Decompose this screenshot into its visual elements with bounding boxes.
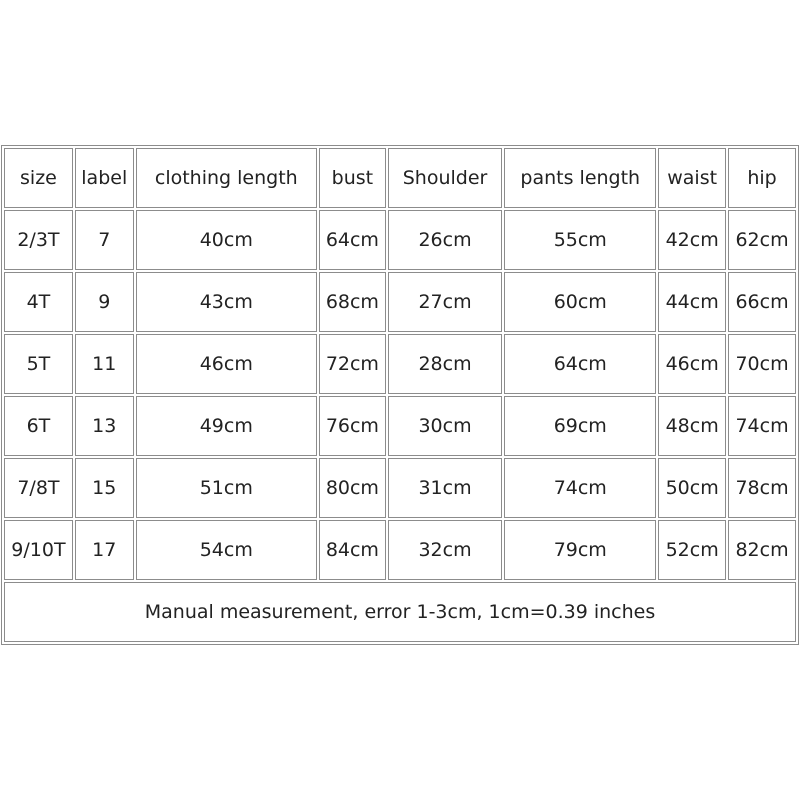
table-cell: 62cm [728,210,796,270]
column-header: clothing length [136,148,317,208]
table-row [4,396,796,456]
column-header: waist [658,148,726,208]
table-cell: 74cm [504,458,656,518]
table-cell: 40cm [136,210,317,270]
header-row [4,148,796,208]
table-cell: 49cm [136,396,317,456]
column-header: hip [728,148,796,208]
table-cell: 42cm [658,210,726,270]
table-cell: 44cm [658,272,726,332]
table-cell: 32cm [388,520,502,580]
table-cell: 68cm [319,272,386,332]
size-chart-body [4,148,796,642]
table-cell: 5T [4,334,73,394]
table-cell: 2/3T [4,210,73,270]
table-cell: 48cm [658,396,726,456]
table-cell: 31cm [388,458,502,518]
table-cell: 80cm [319,458,386,518]
table-cell: 46cm [136,334,317,394]
table-cell: 9/10T [4,520,73,580]
table-cell: 69cm [504,396,656,456]
table-row [4,458,796,518]
column-header: size [4,148,73,208]
table-cell: 27cm [388,272,502,332]
table-cell: 7/8T [4,458,73,518]
table-cell: 4T [4,272,73,332]
table-cell: 60cm [504,272,656,332]
table-cell: 51cm [136,458,317,518]
column-header: pants length [504,148,656,208]
column-header: label [75,148,134,208]
table-cell: 54cm [136,520,317,580]
table-cell: 43cm [136,272,317,332]
table-cell: 66cm [728,272,796,332]
table-row [4,210,796,270]
table-cell: 52cm [658,520,726,580]
size-chart-table [1,145,799,645]
table-cell: 76cm [319,396,386,456]
measurement-note: Manual measurement, error 1-3cm, 1cm=0.39 inches [4,582,796,642]
table-cell: 55cm [504,210,656,270]
table-cell: 17 [75,520,134,580]
table-cell: 70cm [728,334,796,394]
table-cell: 64cm [319,210,386,270]
table-row [4,272,796,332]
table-cell: 15 [75,458,134,518]
column-header: Shoulder [388,148,502,208]
table-cell: 79cm [504,520,656,580]
table-cell: 64cm [504,334,656,394]
table-cell: 9 [75,272,134,332]
table-cell: 46cm [658,334,726,394]
column-header: bust [319,148,386,208]
table-cell: 13 [75,396,134,456]
table-cell: 30cm [388,396,502,456]
table-cell: 6T [4,396,73,456]
table-cell: 74cm [728,396,796,456]
table-cell: 26cm [388,210,502,270]
note-row [4,582,796,642]
table-row [4,520,796,580]
table-cell: 78cm [728,458,796,518]
table-row [4,334,796,394]
table-cell: 28cm [388,334,502,394]
table-cell: 11 [75,334,134,394]
table-cell: 84cm [319,520,386,580]
table-cell: 50cm [658,458,726,518]
table-cell: 72cm [319,334,386,394]
table-cell: 7 [75,210,134,270]
table-cell: 82cm [728,520,796,580]
